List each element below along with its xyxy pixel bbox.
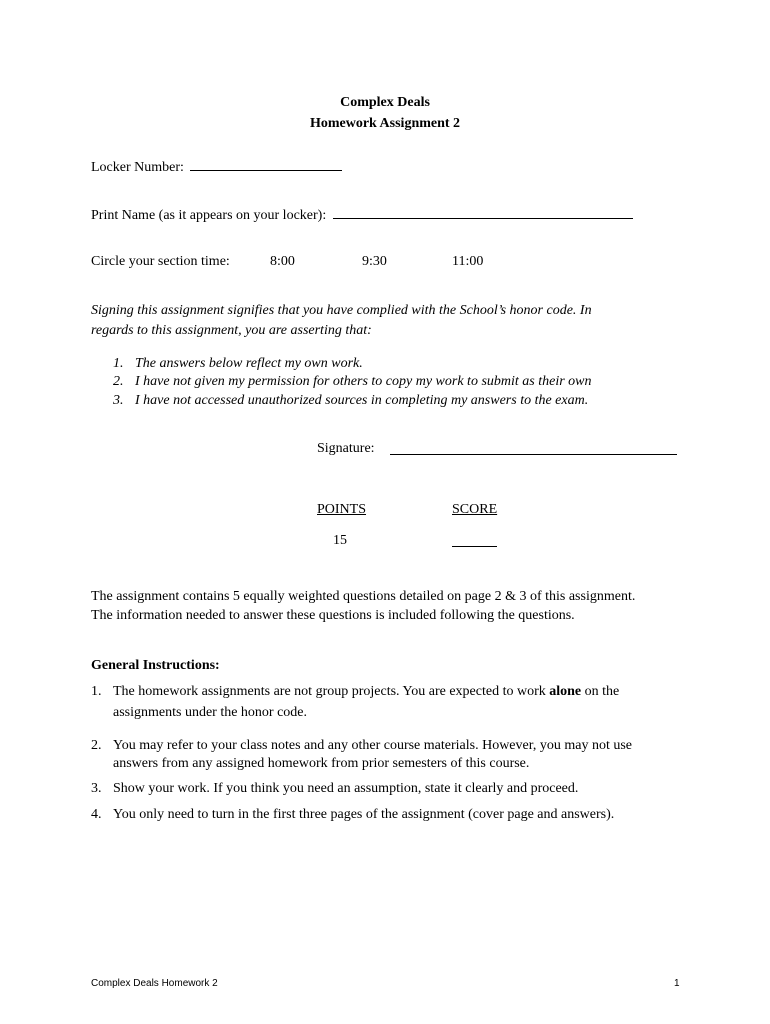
page-number: 1 xyxy=(674,978,680,989)
title-line-1: Complex Deals xyxy=(340,95,430,110)
honor-item-text: I have not given my permission for others to copy my work to submit as their own xyxy=(135,374,592,389)
instruction-number: 2. xyxy=(91,738,102,753)
description-line-2: The information needed to answer these questions is included following the questions. xyxy=(91,608,575,623)
instruction-item-1-line-1 xyxy=(113,683,619,701)
points-header: POINTS xyxy=(317,502,367,517)
locker-number-label: Locker Number: xyxy=(91,160,184,175)
honor-item-text: The answers below reflect my own work. xyxy=(135,356,363,371)
instruction-item-2-line-1: You may refer to your class notes and any other course materials. However, you may not use xyxy=(113,738,632,753)
points-value: 15 xyxy=(333,533,347,548)
instruction-number: 4. xyxy=(91,807,102,822)
section-time-label: Circle your section time: xyxy=(91,254,230,269)
locker-number-row xyxy=(91,156,342,177)
section-time-option[interactable]: 11:00 xyxy=(452,254,484,269)
section-time-option[interactable]: 9:30 xyxy=(362,254,387,269)
honor-item-number: 1. xyxy=(113,356,124,371)
instruction-item-2-line-2: answers from any assigned homework from prior semesters of this course. xyxy=(113,756,530,771)
honor-item-number: 2. xyxy=(113,374,124,389)
honor-item-number: 3. xyxy=(113,393,124,408)
instruction-item-4: You only need to turn in the first three pages of the assignment (cover page and answers). xyxy=(113,807,615,822)
print-name-label: Print Name (as it appears on your locker): xyxy=(91,208,327,223)
print-name-row xyxy=(91,204,633,225)
honor-intro-line-1: Signing this assignment signifies that you have complied with the School’s honor code. In xyxy=(91,303,592,318)
instruction-item-1-line-2: assignments under the honor code. xyxy=(113,705,308,720)
footer-title: Complex Deals Homework 2 xyxy=(91,978,218,989)
instructions-heading: General Instructions: xyxy=(91,658,220,673)
instruction-text: The homework assignments are not group projects. You are expected to work xyxy=(113,684,550,699)
instruction-emphasis: alone xyxy=(549,684,582,699)
instruction-item-3: Show your work. If you think you need an assumption, state it clearly and proceed. xyxy=(113,781,579,796)
instruction-number: 1. xyxy=(91,684,102,699)
section-time-option[interactable]: 8:00 xyxy=(270,254,295,269)
print-name-field[interactable] xyxy=(333,204,633,219)
signature-field[interactable] xyxy=(390,440,677,455)
instruction-number: 3. xyxy=(91,781,102,796)
description-line-1: The assignment contains 5 equally weighted questions detailed on page 2 & 3 of this assignment. xyxy=(91,589,636,604)
score-field[interactable] xyxy=(452,532,497,547)
title-line-2: Homework Assignment 2 xyxy=(309,116,461,131)
signature-label: Signature: xyxy=(317,441,375,456)
score-header: SCORE xyxy=(452,502,498,517)
honor-intro-line-2: regards to this assignment, you are asserting that: xyxy=(91,323,372,338)
locker-number-field[interactable] xyxy=(190,156,342,171)
honor-item-text: I have not accessed unauthorized sources in completing my answers to the exam. xyxy=(135,393,589,408)
instruction-text: on the xyxy=(581,684,620,699)
